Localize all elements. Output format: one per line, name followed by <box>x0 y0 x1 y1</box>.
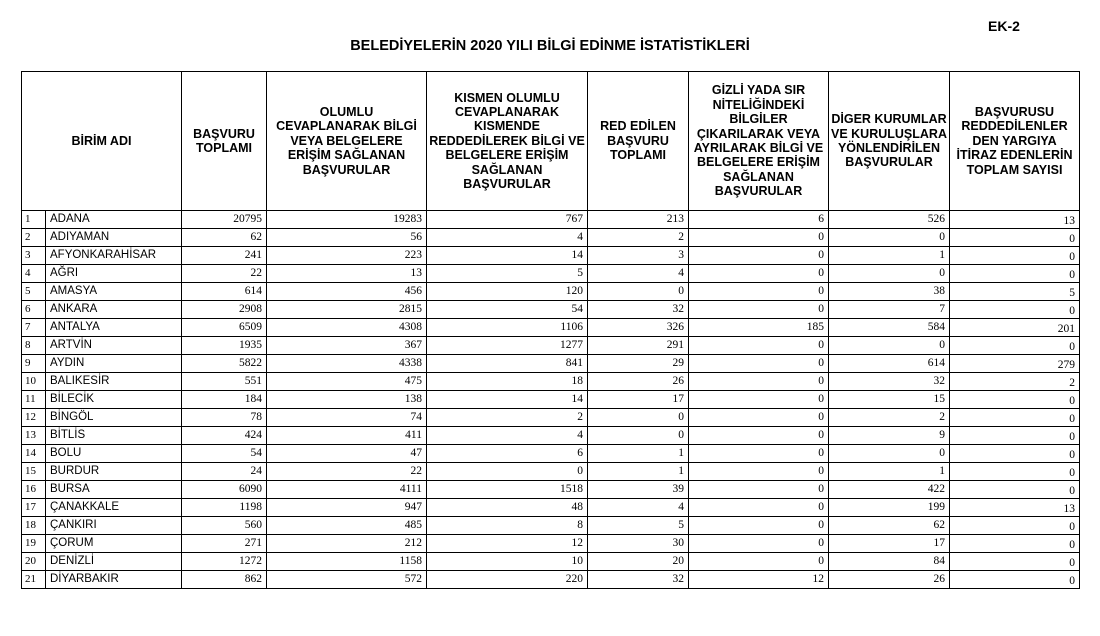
header-positive-answers: OLUMLU CEVAPLANARAK BİLGİ VEYA BELGELERE ERİŞİM SAĞLANAN BAŞVURULAR <box>267 72 427 211</box>
judicial-objections-cell: 0 <box>950 427 1080 445</box>
total-applications-cell: 424 <box>182 427 267 445</box>
positive-answers-cell: 22 <box>267 463 427 481</box>
row-number: 9 <box>22 355 46 373</box>
positive-answers-cell: 947 <box>267 499 427 517</box>
confidential-removed-cell: 0 <box>689 283 829 301</box>
judicial-objections-cell: 0 <box>950 481 1080 499</box>
table-row <box>22 319 1080 337</box>
confidential-removed-cell: 0 <box>689 517 829 535</box>
table-row <box>22 355 1080 373</box>
unit-name: BOLU <box>46 445 182 463</box>
rejected-total-cell: 20 <box>588 553 689 571</box>
header-rejected-total: RED EDİLEN BAŞVURU TOPLAMI <box>588 72 689 211</box>
partially-positive-cell: 10 <box>427 553 588 571</box>
confidential-removed-cell: 0 <box>689 355 829 373</box>
table-row <box>22 229 1080 247</box>
row-number: 1 <box>22 211 46 229</box>
partially-positive-cell: 54 <box>427 301 588 319</box>
redirected-cell: 1 <box>829 247 950 265</box>
partially-positive-cell: 120 <box>427 283 588 301</box>
total-applications-cell: 20795 <box>182 211 267 229</box>
header-judicial-objections: BAŞVURUSU REDDEDİLENLER DEN YARGIYA İTİRAZ EDENLERİN TOPLAM SAYISI <box>950 72 1080 211</box>
judicial-objections-cell: 0 <box>950 265 1080 283</box>
total-applications-cell: 6090 <box>182 481 267 499</box>
table-row <box>22 427 1080 445</box>
positive-answers-cell: 456 <box>267 283 427 301</box>
judicial-objections-cell: 279 <box>950 355 1080 373</box>
unit-name: BİTLİS <box>46 427 182 445</box>
table-row <box>22 391 1080 409</box>
rejected-total-cell: 29 <box>588 355 689 373</box>
table-row <box>22 337 1080 355</box>
annex-label: EK-2 <box>988 18 1020 34</box>
redirected-cell: 584 <box>829 319 950 337</box>
positive-answers-cell: 13 <box>267 265 427 283</box>
judicial-objections-cell: 0 <box>950 445 1080 463</box>
total-applications-cell: 62 <box>182 229 267 247</box>
table-row <box>22 553 1080 571</box>
positive-answers-cell: 56 <box>267 229 427 247</box>
total-applications-cell: 271 <box>182 535 267 553</box>
confidential-removed-cell: 0 <box>689 535 829 553</box>
partially-positive-cell: 14 <box>427 247 588 265</box>
row-number: 13 <box>22 427 46 445</box>
partially-positive-cell: 4 <box>427 427 588 445</box>
confidential-removed-cell: 0 <box>689 391 829 409</box>
header-row <box>22 72 1080 211</box>
judicial-objections-cell: 2 <box>950 373 1080 391</box>
rejected-total-cell: 0 <box>588 427 689 445</box>
row-number: 15 <box>22 463 46 481</box>
judicial-objections-cell: 0 <box>950 571 1080 589</box>
row-number: 6 <box>22 301 46 319</box>
rejected-total-cell: 3 <box>588 247 689 265</box>
table-row <box>22 517 1080 535</box>
row-number: 2 <box>22 229 46 247</box>
statistics-table <box>21 71 1080 589</box>
judicial-objections-cell: 0 <box>950 409 1080 427</box>
rejected-total-cell: 2 <box>588 229 689 247</box>
rejected-total-cell: 0 <box>588 409 689 427</box>
table-row <box>22 409 1080 427</box>
rejected-total-cell: 213 <box>588 211 689 229</box>
total-applications-cell: 551 <box>182 373 267 391</box>
table-row <box>22 463 1080 481</box>
table-row <box>22 445 1080 463</box>
confidential-removed-cell: 0 <box>689 229 829 247</box>
partially-positive-cell: 1277 <box>427 337 588 355</box>
total-applications-cell: 1935 <box>182 337 267 355</box>
row-number: 8 <box>22 337 46 355</box>
total-applications-cell: 6509 <box>182 319 267 337</box>
judicial-objections-cell: 13 <box>950 211 1080 229</box>
row-number: 10 <box>22 373 46 391</box>
unit-name: ADIYAMAN <box>46 229 182 247</box>
table-row <box>22 283 1080 301</box>
redirected-cell: 0 <box>829 337 950 355</box>
unit-name: ÇANAKKALE <box>46 499 182 517</box>
judicial-objections-cell: 0 <box>950 337 1080 355</box>
unit-name: BURDUR <box>46 463 182 481</box>
header-redirected: DİGER KURUMLAR VE KURULUŞLARA YÖNLENDİRİLEN BAŞVURULAR <box>829 72 950 211</box>
redirected-cell: 1 <box>829 463 950 481</box>
partially-positive-cell: 4 <box>427 229 588 247</box>
unit-name: BALIKESİR <box>46 373 182 391</box>
total-applications-cell: 241 <box>182 247 267 265</box>
row-number: 16 <box>22 481 46 499</box>
confidential-removed-cell: 12 <box>689 571 829 589</box>
positive-answers-cell: 74 <box>267 409 427 427</box>
unit-name: AYDIN <box>46 355 182 373</box>
confidential-removed-cell: 0 <box>689 337 829 355</box>
positive-answers-cell: 212 <box>267 535 427 553</box>
rejected-total-cell: 1 <box>588 445 689 463</box>
row-number: 7 <box>22 319 46 337</box>
rejected-total-cell: 4 <box>588 499 689 517</box>
redirected-cell: 17 <box>829 535 950 553</box>
positive-answers-cell: 2815 <box>267 301 427 319</box>
total-applications-cell: 614 <box>182 283 267 301</box>
redirected-cell: 0 <box>829 229 950 247</box>
redirected-cell: 2 <box>829 409 950 427</box>
table-row <box>22 535 1080 553</box>
positive-answers-cell: 138 <box>267 391 427 409</box>
partially-positive-cell: 2 <box>427 409 588 427</box>
row-number: 19 <box>22 535 46 553</box>
total-applications-cell: 5822 <box>182 355 267 373</box>
table-row <box>22 571 1080 589</box>
table-row <box>22 247 1080 265</box>
judicial-objections-cell: 0 <box>950 391 1080 409</box>
unit-name: ANKARA <box>46 301 182 319</box>
total-applications-cell: 2908 <box>182 301 267 319</box>
positive-answers-cell: 572 <box>267 571 427 589</box>
partially-positive-cell: 0 <box>427 463 588 481</box>
positive-answers-cell: 4308 <box>267 319 427 337</box>
partially-positive-cell: 841 <box>427 355 588 373</box>
unit-name: AĞRI <box>46 265 182 283</box>
table-row <box>22 481 1080 499</box>
confidential-removed-cell: 0 <box>689 427 829 445</box>
redirected-cell: 26 <box>829 571 950 589</box>
judicial-objections-cell: 0 <box>950 553 1080 571</box>
total-applications-cell: 1198 <box>182 499 267 517</box>
redirected-cell: 422 <box>829 481 950 499</box>
confidential-removed-cell: 0 <box>689 553 829 571</box>
rejected-total-cell: 30 <box>588 535 689 553</box>
confidential-removed-cell: 185 <box>689 319 829 337</box>
positive-answers-cell: 223 <box>267 247 427 265</box>
confidential-removed-cell: 0 <box>689 499 829 517</box>
unit-name: ARTVİN <box>46 337 182 355</box>
table-row <box>22 211 1080 229</box>
rejected-total-cell: 1 <box>588 463 689 481</box>
confidential-removed-cell: 0 <box>689 265 829 283</box>
row-number: 18 <box>22 517 46 535</box>
partially-positive-cell: 48 <box>427 499 588 517</box>
total-applications-cell: 54 <box>182 445 267 463</box>
document-title: BELEDİYELERİN 2020 YILI BİLGİ EDİNME İSTATİSTİKLERİ <box>350 38 750 54</box>
confidential-removed-cell: 0 <box>689 445 829 463</box>
partially-positive-cell: 1518 <box>427 481 588 499</box>
redirected-cell: 84 <box>829 553 950 571</box>
judicial-objections-cell: 0 <box>950 517 1080 535</box>
confidential-removed-cell: 0 <box>689 301 829 319</box>
confidential-removed-cell: 6 <box>689 211 829 229</box>
row-number: 4 <box>22 265 46 283</box>
judicial-objections-cell: 0 <box>950 247 1080 265</box>
row-number: 14 <box>22 445 46 463</box>
rejected-total-cell: 39 <box>588 481 689 499</box>
rejected-total-cell: 17 <box>588 391 689 409</box>
total-applications-cell: 78 <box>182 409 267 427</box>
table-row <box>22 373 1080 391</box>
total-applications-cell: 1272 <box>182 553 267 571</box>
rejected-total-cell: 5 <box>588 517 689 535</box>
judicial-objections-cell: 0 <box>950 535 1080 553</box>
redirected-cell: 38 <box>829 283 950 301</box>
unit-name: ANTALYA <box>46 319 182 337</box>
row-number: 21 <box>22 571 46 589</box>
redirected-cell: 614 <box>829 355 950 373</box>
judicial-objections-cell: 0 <box>950 463 1080 481</box>
row-number: 12 <box>22 409 46 427</box>
redirected-cell: 62 <box>829 517 950 535</box>
partially-positive-cell: 6 <box>427 445 588 463</box>
confidential-removed-cell: 0 <box>689 409 829 427</box>
table-row <box>22 265 1080 283</box>
unit-name: BİNGÖL <box>46 409 182 427</box>
unit-name: DİYARBAKIR <box>46 571 182 589</box>
unit-name: ÇORUM <box>46 535 182 553</box>
positive-answers-cell: 4338 <box>267 355 427 373</box>
partially-positive-cell: 220 <box>427 571 588 589</box>
header-confidential-removed: GİZLİ YADA SIR NİTELİĞİNDEKİ BİLGİLER ÇIKARILARAK VEYA AYRILARAK BİLGİ VE BELGELERE ERİŞİM SAĞLANAN BAŞVURULAR <box>689 72 829 211</box>
judicial-objections-cell: 13 <box>950 499 1080 517</box>
unit-name: AFYONKARAHİSAR <box>46 247 182 265</box>
unit-name: AMASYA <box>46 283 182 301</box>
redirected-cell: 9 <box>829 427 950 445</box>
row-number: 3 <box>22 247 46 265</box>
rejected-total-cell: 4 <box>588 265 689 283</box>
row-number: 5 <box>22 283 46 301</box>
rejected-total-cell: 32 <box>588 571 689 589</box>
positive-answers-cell: 4111 <box>267 481 427 499</box>
redirected-cell: 0 <box>829 445 950 463</box>
unit-name: BURSA <box>46 481 182 499</box>
total-applications-cell: 184 <box>182 391 267 409</box>
positive-answers-cell: 367 <box>267 337 427 355</box>
partially-positive-cell: 1106 <box>427 319 588 337</box>
confidential-removed-cell: 0 <box>689 247 829 265</box>
partially-positive-cell: 14 <box>427 391 588 409</box>
rejected-total-cell: 291 <box>588 337 689 355</box>
redirected-cell: 32 <box>829 373 950 391</box>
positive-answers-cell: 19283 <box>267 211 427 229</box>
rejected-total-cell: 0 <box>588 283 689 301</box>
judicial-objections-cell: 0 <box>950 229 1080 247</box>
unit-name: BİLECİK <box>46 391 182 409</box>
redirected-cell: 7 <box>829 301 950 319</box>
positive-answers-cell: 1158 <box>267 553 427 571</box>
judicial-objections-cell: 201 <box>950 319 1080 337</box>
rejected-total-cell: 26 <box>588 373 689 391</box>
rejected-total-cell: 326 <box>588 319 689 337</box>
partially-positive-cell: 5 <box>427 265 588 283</box>
row-number: 11 <box>22 391 46 409</box>
partially-positive-cell: 767 <box>427 211 588 229</box>
positive-answers-cell: 411 <box>267 427 427 445</box>
header-unit-name: BİRİM ADI <box>22 72 182 211</box>
total-applications-cell: 560 <box>182 517 267 535</box>
row-number: 20 <box>22 553 46 571</box>
confidential-removed-cell: 0 <box>689 373 829 391</box>
positive-answers-cell: 475 <box>267 373 427 391</box>
header-total-applications: BAŞVURU TOPLAMI <box>182 72 267 211</box>
table-row <box>22 499 1080 517</box>
unit-name: ÇANKIRI <box>46 517 182 535</box>
total-applications-cell: 24 <box>182 463 267 481</box>
total-applications-cell: 862 <box>182 571 267 589</box>
total-applications-cell: 22 <box>182 265 267 283</box>
positive-answers-cell: 485 <box>267 517 427 535</box>
row-number: 17 <box>22 499 46 517</box>
unit-name: DENİZLİ <box>46 553 182 571</box>
confidential-removed-cell: 0 <box>689 463 829 481</box>
redirected-cell: 15 <box>829 391 950 409</box>
redirected-cell: 526 <box>829 211 950 229</box>
judicial-objections-cell: 5 <box>950 283 1080 301</box>
partially-positive-cell: 12 <box>427 535 588 553</box>
partially-positive-cell: 18 <box>427 373 588 391</box>
partially-positive-cell: 8 <box>427 517 588 535</box>
redirected-cell: 199 <box>829 499 950 517</box>
header-partially-positive: KISMEN OLUMLU CEVAPLANARAK KISMENDE REDDEDİLEREK BİLGİ VE BELGELERE ERİŞİM SAĞLANAN BAŞVURULAR <box>427 72 588 211</box>
table-row <box>22 301 1080 319</box>
redirected-cell: 0 <box>829 265 950 283</box>
judicial-objections-cell: 0 <box>950 301 1080 319</box>
unit-name: ADANA <box>46 211 182 229</box>
positive-answers-cell: 47 <box>267 445 427 463</box>
rejected-total-cell: 32 <box>588 301 689 319</box>
confidential-removed-cell: 0 <box>689 481 829 499</box>
